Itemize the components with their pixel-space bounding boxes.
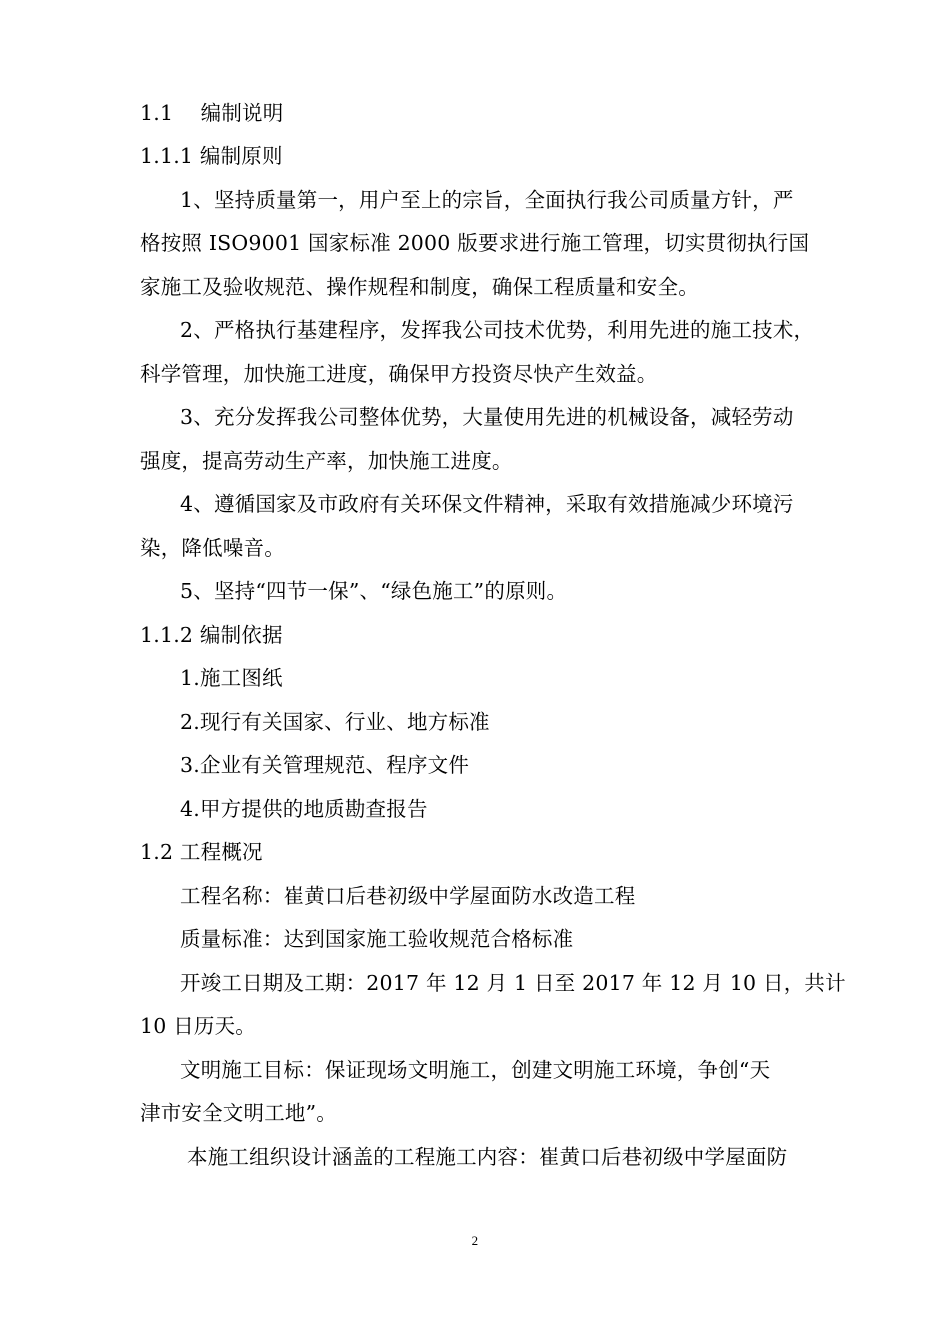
- principle-5-line-1: 5、坚持“四节一保”、“绿色施工”的原则。: [180, 579, 568, 603]
- principle-4-line-2: 染，降低噪音。: [140, 536, 285, 560]
- heading-1-1-2: 1.1.2 编制依据: [140, 623, 283, 647]
- period-line-2: 10 日历天。: [140, 1014, 257, 1038]
- principle-3-line-2: 强度，提高劳动生产率，加快施工进度。: [140, 449, 513, 473]
- heading-1-1-1: 1.1.1 编制原则: [140, 144, 283, 168]
- project-name: 工程名称：崔黄口后巷初级中学屋面防水改造工程: [180, 884, 636, 908]
- principle-2-line-1: 2、严格执行基建程序，发挥我公司技术优势，利用先进的施工技术，: [180, 318, 815, 342]
- basis-item-2: 2.现行有关国家、行业、地方标准: [180, 710, 490, 734]
- principle-3-line-1: 3、充分发挥我公司整体优势，大量使用先进的机械设备，减轻劳动: [180, 405, 794, 429]
- heading-1-2: 1.2 工程概况: [140, 840, 263, 864]
- principle-1-line-3: 家施工及验收规范、操作规程和制度，确保工程质量和安全。: [140, 275, 699, 299]
- civil-goal-line-2: 津市安全文明工地”。: [140, 1101, 337, 1125]
- principle-1-line-1: 1、坚持质量第一，用户至上的宗旨，全面执行我公司质量方针，严: [180, 188, 794, 212]
- heading-1-1: 1.1 编制说明: [140, 101, 284, 125]
- principle-1-line-2: 格按照 ISO9001 国家标准 2000 版要求进行施工管理，切实贯彻执行国: [140, 231, 810, 255]
- principle-4-line-1: 4、遵循国家及市政府有关环保文件精神，采取有效措施减少环境污: [180, 492, 794, 516]
- basis-item-4: 4.甲方提供的地质勘查报告: [180, 797, 428, 821]
- basis-item-3: 3.企业有关管理规范、程序文件: [180, 753, 470, 777]
- scope-line-1: 本施工组织设计涵盖的工程施工内容：崔黄口后巷初级中学屋面防: [187, 1145, 788, 1169]
- quality-standard: 质量标准：达到国家施工验收规范合格标准: [180, 927, 574, 951]
- period-line-1: 开竣工日期及工期：2017 年 12 月 1 日至 2017 年 12 月 10 日，共计: [180, 971, 846, 995]
- principle-2-line-2: 科学管理，加快施工进度，确保甲方投资尽快产生效益。: [140, 362, 658, 386]
- page-number: 2: [471, 1233, 479, 1248]
- basis-item-1: 1.施工图纸: [180, 666, 283, 690]
- civil-goal-line-1: 文明施工目标：保证现场文明施工，创建文明施工环境，争创“天: [180, 1058, 771, 1082]
